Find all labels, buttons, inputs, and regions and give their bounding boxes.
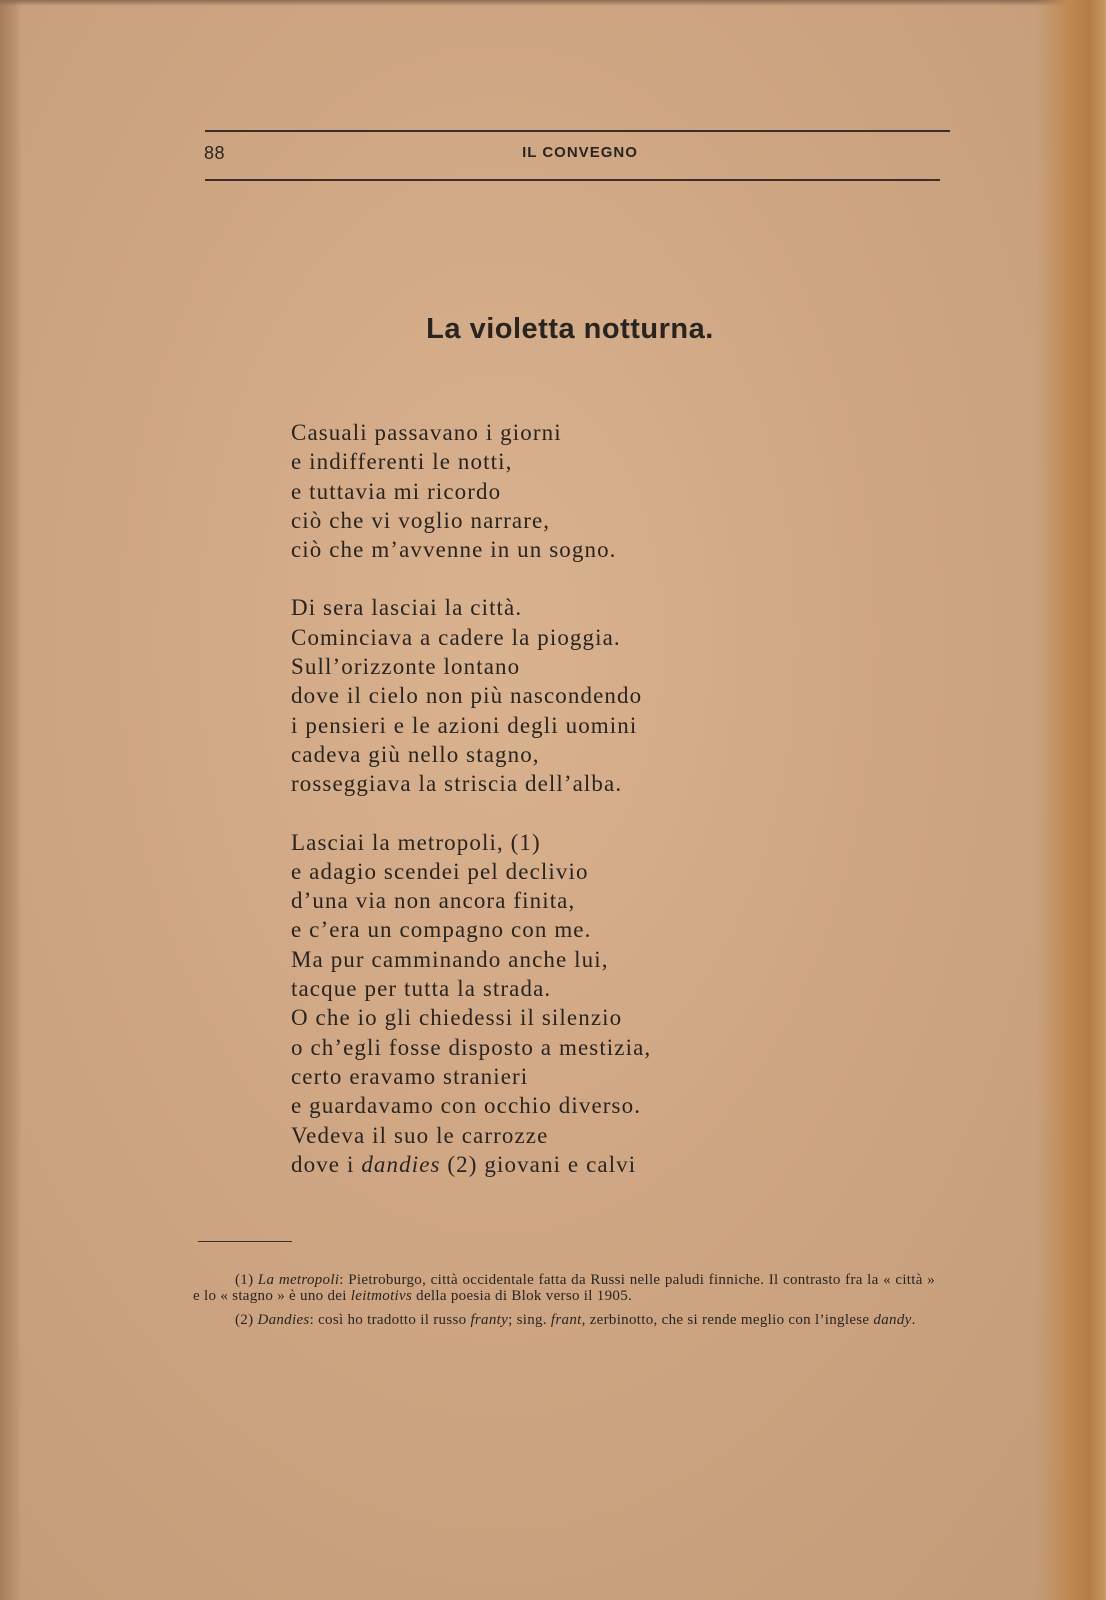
verse-line-last <box>291 1150 891 1179</box>
verse-line: dove il cielo non più nascondendo <box>291 683 643 709</box>
verse-line: Sull’orizzonte lontano <box>291 654 521 680</box>
verse-line: certo eravamo stranieri <box>291 1063 529 1089</box>
footnote-text: della poesia di Blok verso il 1905. <box>412 1288 633 1304</box>
verse-line: e indifferenti le notti, <box>291 449 513 475</box>
poem-body <box>291 418 891 1179</box>
footnotes <box>193 1272 935 1328</box>
verse-line: Casuali passavano i giorni <box>291 420 562 445</box>
footnote-italic: dandy <box>873 1312 912 1328</box>
header-rule-bottom <box>205 179 940 181</box>
running-head: IL CONVEGNO <box>522 144 638 161</box>
verse-line: e adagio scendei pel declivio <box>291 858 589 884</box>
footnote-text: : Pietroburgo, città occidentale fatta da Russi nelle paludi finniche. Il contrasto fra la « città » e lo « stagno » è uno dei <box>193 1272 935 1304</box>
verse-line: cadeva giù nello stagno, <box>291 741 540 767</box>
poem-title: La violetta notturna. <box>426 313 714 345</box>
page-number: 88 <box>204 143 226 163</box>
footnote-italic: leitmotivs <box>350 1288 413 1304</box>
verse-line: rosseggiava la striscia dell’alba. <box>291 771 623 797</box>
verse-text: (2) giovani e calvi <box>440 1151 637 1177</box>
verse-line: ciò che m’avvenne in un sogno. <box>291 537 617 563</box>
footnote-marker: (1) <box>235 1272 258 1288</box>
verse-line: Lasciai la metropoli, (1) <box>291 829 541 855</box>
footnote-term: La metropoli <box>257 1272 340 1288</box>
footnote-text: ; sing. <box>508 1312 551 1328</box>
footnote-text: : così ho tradotto il russo <box>309 1312 471 1328</box>
footnote-separator <box>198 1241 292 1242</box>
stanza-3 <box>291 828 891 1180</box>
footnote-marker: (2) <box>235 1312 258 1328</box>
verse-line: d’una via non ancora finita, <box>291 888 576 914</box>
footnote-2 <box>193 1312 935 1328</box>
verse-line: Vedeva il suo le carrozze <box>291 1122 549 1148</box>
verse-line: Di sera lasciai la città. <box>291 595 523 621</box>
footnote-text: . <box>911 1312 916 1328</box>
footnote-italic: frant <box>550 1312 582 1328</box>
verse-text: dove i <box>291 1151 362 1177</box>
stanza-2 <box>291 593 891 798</box>
verse-line: e guardavamo con occhio diverso. <box>291 1093 642 1119</box>
footnote-term: Dandies <box>257 1312 310 1328</box>
verse-line: tacque per tutta la strada. <box>291 976 552 1002</box>
verse-line: Ma pur camminando anche lui, <box>291 946 609 972</box>
page-top-edge <box>0 0 1106 6</box>
stanza-1 <box>291 418 891 564</box>
verse-italic-term: dandies <box>361 1151 441 1177</box>
header-rule-top <box>205 130 950 132</box>
verse-line: e tuttavia mi ricordo <box>291 478 502 504</box>
verse-line: o ch’egli fosse disposto a mestizia, <box>291 1034 652 1060</box>
verse-line: e c’era un compagno con me. <box>291 917 592 943</box>
footnote-italic: franty <box>470 1312 509 1328</box>
footnote-text: , zerbinotto, che si rende meglio con l’inglese <box>581 1312 874 1328</box>
verse-line: Cominciava a cadere la pioggia. <box>291 624 621 650</box>
verse-line: O che io gli chiedessi il silenzio <box>291 1005 623 1031</box>
verse-line: ciò che vi voglio narrare, <box>291 507 551 533</box>
footnote-1 <box>193 1272 935 1304</box>
verse-line: i pensieri e le azioni degli uomini <box>291 712 638 738</box>
